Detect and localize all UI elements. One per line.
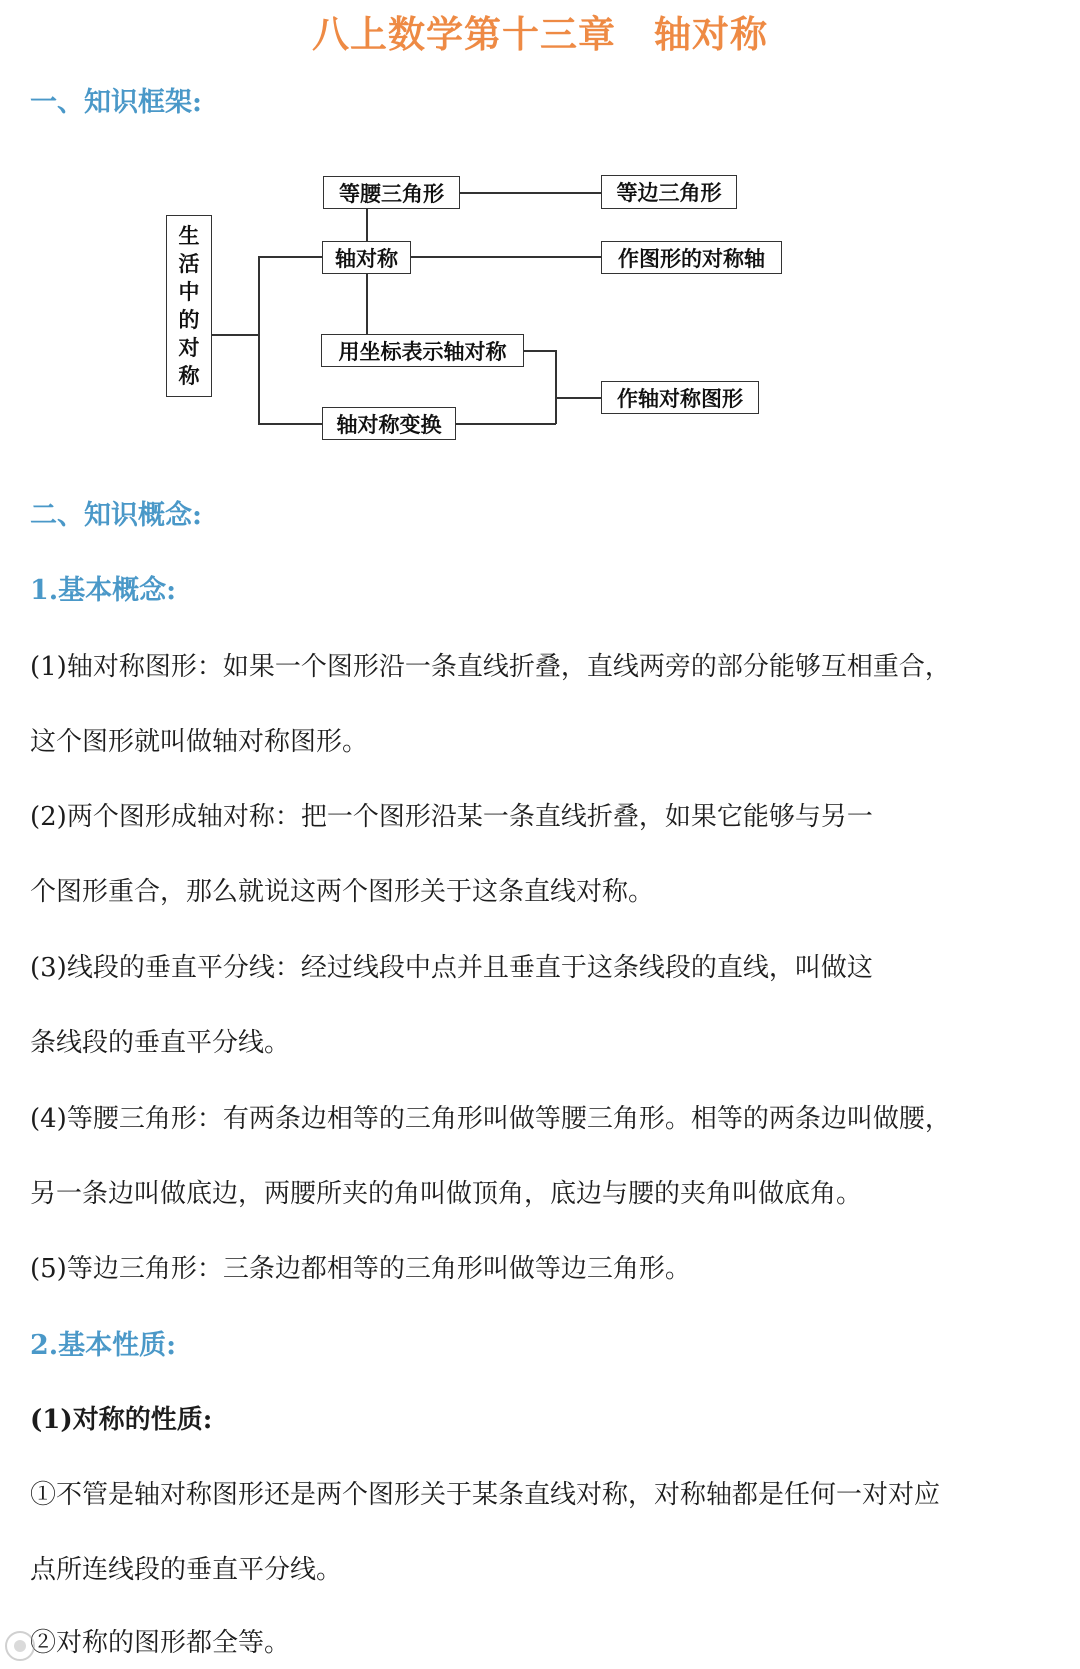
isosceles-box: 等腰三角形 — [323, 176, 460, 209]
property-line: ①不管是轴对称图形还是两个图形关于某条直线对称，对称轴都是任何一对对应 — [30, 1480, 941, 1510]
connector — [212, 334, 259, 336]
paragraph-line: (5)等边三角形：三条边都相等的三角形叫做等边三角形。 — [30, 1254, 691, 1284]
draw-figure-box: 作轴对称图形 — [601, 381, 759, 414]
paragraph-line: (4)等腰三角形：有两条边相等的三角形叫做等腰三角形。相等的两条边叫做腰， — [30, 1104, 951, 1134]
connector — [258, 423, 322, 425]
root-char: 活 — [178, 252, 200, 276]
coordinate-box: 用坐标表示轴对称 — [321, 334, 524, 367]
root-char: 的 — [178, 308, 200, 332]
paragraph-line: 个图形重合，那么就说这两个图形关于这条直线对称。 — [30, 877, 655, 907]
paragraph-line: 条线段的垂直平分线。 — [30, 1028, 291, 1058]
paragraph-line: (2)两个图形成轴对称：把一个图形沿某一条直线折叠，如果它能够与另一 — [30, 802, 873, 832]
draw-axis-box: 作图形的对称轴 — [601, 241, 782, 274]
transform-box: 轴对称变换 — [322, 407, 456, 440]
paragraph-line: 另一条边叫做底边，两腰所夹的角叫做顶角，底边与腰的夹角叫做底角。 — [30, 1179, 863, 1209]
connector — [258, 256, 322, 258]
property-line: 点所连线段的垂直平分线。 — [30, 1555, 343, 1585]
watermark-logo — [2, 1628, 152, 1666]
connector — [459, 192, 601, 194]
root-char: 对 — [178, 336, 200, 360]
root-char: 生 — [178, 224, 200, 248]
equilateral-box: 等边三角形 — [601, 175, 737, 209]
basic-properties-heading: 2.基本性质: — [30, 1330, 177, 1361]
connector — [555, 350, 557, 424]
concepts-heading: 二、知识概念: — [30, 500, 202, 531]
connector — [523, 350, 556, 352]
connector — [455, 423, 556, 425]
property-line: ②对称的图形都全等。 — [30, 1628, 291, 1658]
connector — [555, 397, 601, 399]
page-title: 八上数学第十三章 轴对称 — [312, 13, 768, 56]
axis-symmetry-box: 轴对称 — [322, 241, 411, 274]
paragraph-line: 这个图形就叫做轴对称图形。 — [30, 727, 369, 757]
symmetry-properties-heading: (1)对称的性质: — [30, 1405, 213, 1435]
paragraph-line: (1)轴对称图形：如果一个图形沿一条直线折叠，直线两旁的部分能够互相重合， — [30, 652, 951, 682]
framework-heading: 一、知识框架: — [30, 87, 202, 118]
paragraph-line: (3)线段的垂直平分线：经过线段中点并且垂直于这条线段的直线，叫做这 — [30, 953, 873, 983]
root-box — [166, 215, 212, 397]
basic-concepts-heading: 1.基本概念: — [30, 575, 177, 606]
connector — [258, 256, 260, 424]
root-char: 称 — [178, 364, 200, 388]
connector — [410, 256, 601, 258]
root-char: 中 — [178, 280, 200, 304]
watermark-icon — [2, 1628, 42, 1664]
